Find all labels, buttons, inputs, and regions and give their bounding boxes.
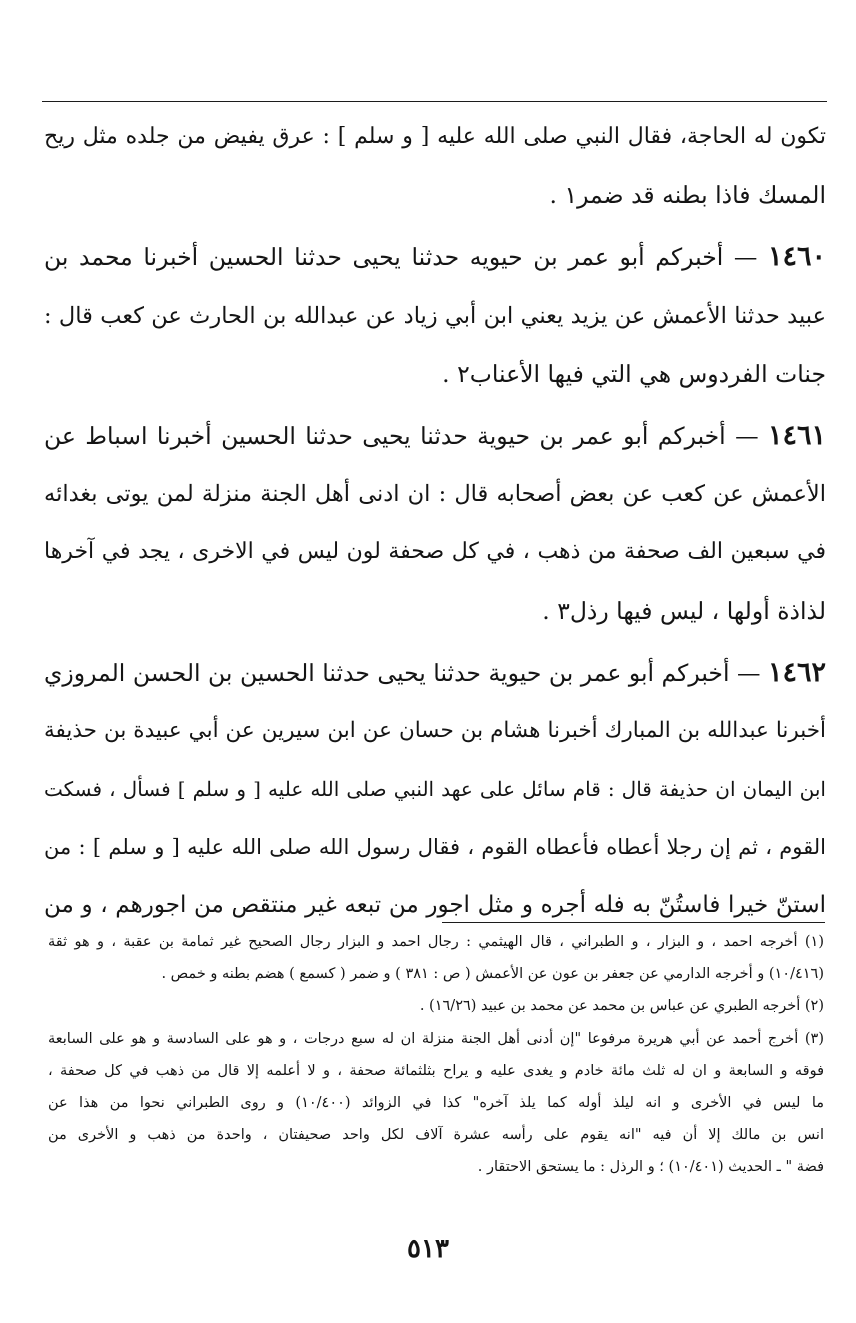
hadith-line [44, 644, 826, 702]
hadith-number: ١٤٦١ [767, 419, 826, 451]
hadith-number: ١٤٦٠ [767, 241, 826, 273]
header-rule [42, 101, 827, 102]
footnote-line: (١) أخرجه احمد ، و البزار ، و الطبراني ، قال الهيثمي : رجال احمد و البزار رجال الصحيح غير ثمامة بن عقبة ، و هو ثقة [48, 934, 824, 950]
hadith-text: — أخبركم أبو عمر بن حيويه حدثنا يحيى حدثنا الحسين أخبرنا محمد بن [44, 243, 768, 272]
hadith-text: — أخبركم أبو عمر بن حيوية حدثنا يحيى حدثنا الحسين أخبرنا اسباط عن [44, 421, 768, 450]
main-line: في سبعين الف صحفة من ذهب ، في كل صحفة لون ليس في الاخرى ، يجد في آخرها [44, 539, 826, 565]
main-line: جنات الفردوس هي التي فيها الأعناب٢ . [442, 359, 826, 388]
footnote-line: (٣) أخرج أحمد عن أبي هريرة مرفوعا "إن أدنى أهل الجنة منزلة ان له سبع درجات ، و هو على السادسة و هو على السابعة [48, 1030, 824, 1047]
hadith-text: — أخبركم أبو عمر بن حيوية حدثنا يحيى حدثنا الحسين بن الحسن المروزي [44, 658, 768, 687]
hadith-line [44, 407, 826, 465]
footnote-line: ما ليس في الأخرى و انه ليلذ أوله كما يلذ آخره" كذا في الزوائد (١٠/٤٠٠) و روى الطبراني نحوا من هذا عن [48, 1094, 824, 1111]
main-line: عبيد حدثنا الأعمش عن يزيد يعني ابن أبي زياد عن عبدالله بن الحارث عن كعب قال : [44, 302, 826, 329]
footnote-rule [442, 922, 825, 923]
main-text-block [44, 108, 826, 935]
main-line: أخبرنا عبدالله بن المبارك أخبرنا هشام بن حسان عن ابن سيرين عن أبي عبيدة بن حذيفة [44, 717, 826, 743]
hadith-number: ١٤٦٢ [767, 656, 826, 688]
main-line: الأعمش عن كعب عن بعض أصحابه قال : ان ادنى أهل الجنة منزلة لمن يوتى بغدائه [44, 481, 826, 508]
footnote-line: فوقه و السابعة و ان له ثلث مائة خادم و يغدى عليه و يراح بثلثمائة صحفة ، و لا أعلمه إلا قال من ذهب في كل صحفة ، [48, 1062, 824, 1079]
hadith-line [44, 228, 826, 286]
main-line: القوم ، ثم إن رجلا أعطاه فأعطاه القوم ، فقال رسول الله صلى الله عليه [ و سلم ] : من [44, 835, 826, 860]
footnote-line: (٢) أخرجه الطبري عن عباس بن محمد عن محمد بن عبيد (١٦/٢٦) . [419, 998, 824, 1015]
page-number: ٥١٣ [407, 1234, 449, 1264]
main-line: استنّ خيرا فاستُنّ به فله أجره و مثل اجور من تبعه غير منتقص من اجورهم ، و من [44, 892, 826, 919]
footnote-line: انس بن مالك إلا أن فيه "انه يقوم على رأسه عشرة آلاف لكل واحد صحيفتان ، واحدة من ذهب و الأخرى من [48, 1127, 824, 1144]
main-line: ابن اليمان ان حذيفة قال : قام سائل على عهد النبي صلى الله عليه [ و سلم ] فسأل ، فسكت [44, 777, 826, 802]
main-line: المسك فاذا بطنه قد ضمر١ . [549, 181, 826, 210]
footnotes-block [48, 926, 824, 1184]
main-line: لذاذة أولها ، ليس فيها رذل٣ . [542, 596, 826, 625]
footnote-line: (١٠/٤١٦) و أخرجه الدارمي عن جعفر بن عون عن الأعمش ( ص : ٣٨١ ) و ضمر ( كسمع ) هضم بطنه و خمص . [161, 966, 824, 983]
footnote-line: فضة " ـ الحديث (١٠/٤٠١) ؛ و الرذل : ما يستحق الاحتقار . [477, 1159, 824, 1176]
main-line: تكون له الحاجة، فقال النبي صلى الله عليه [ و سلم ] : عرق يفيض من جلده مثل ريح [44, 124, 826, 149]
